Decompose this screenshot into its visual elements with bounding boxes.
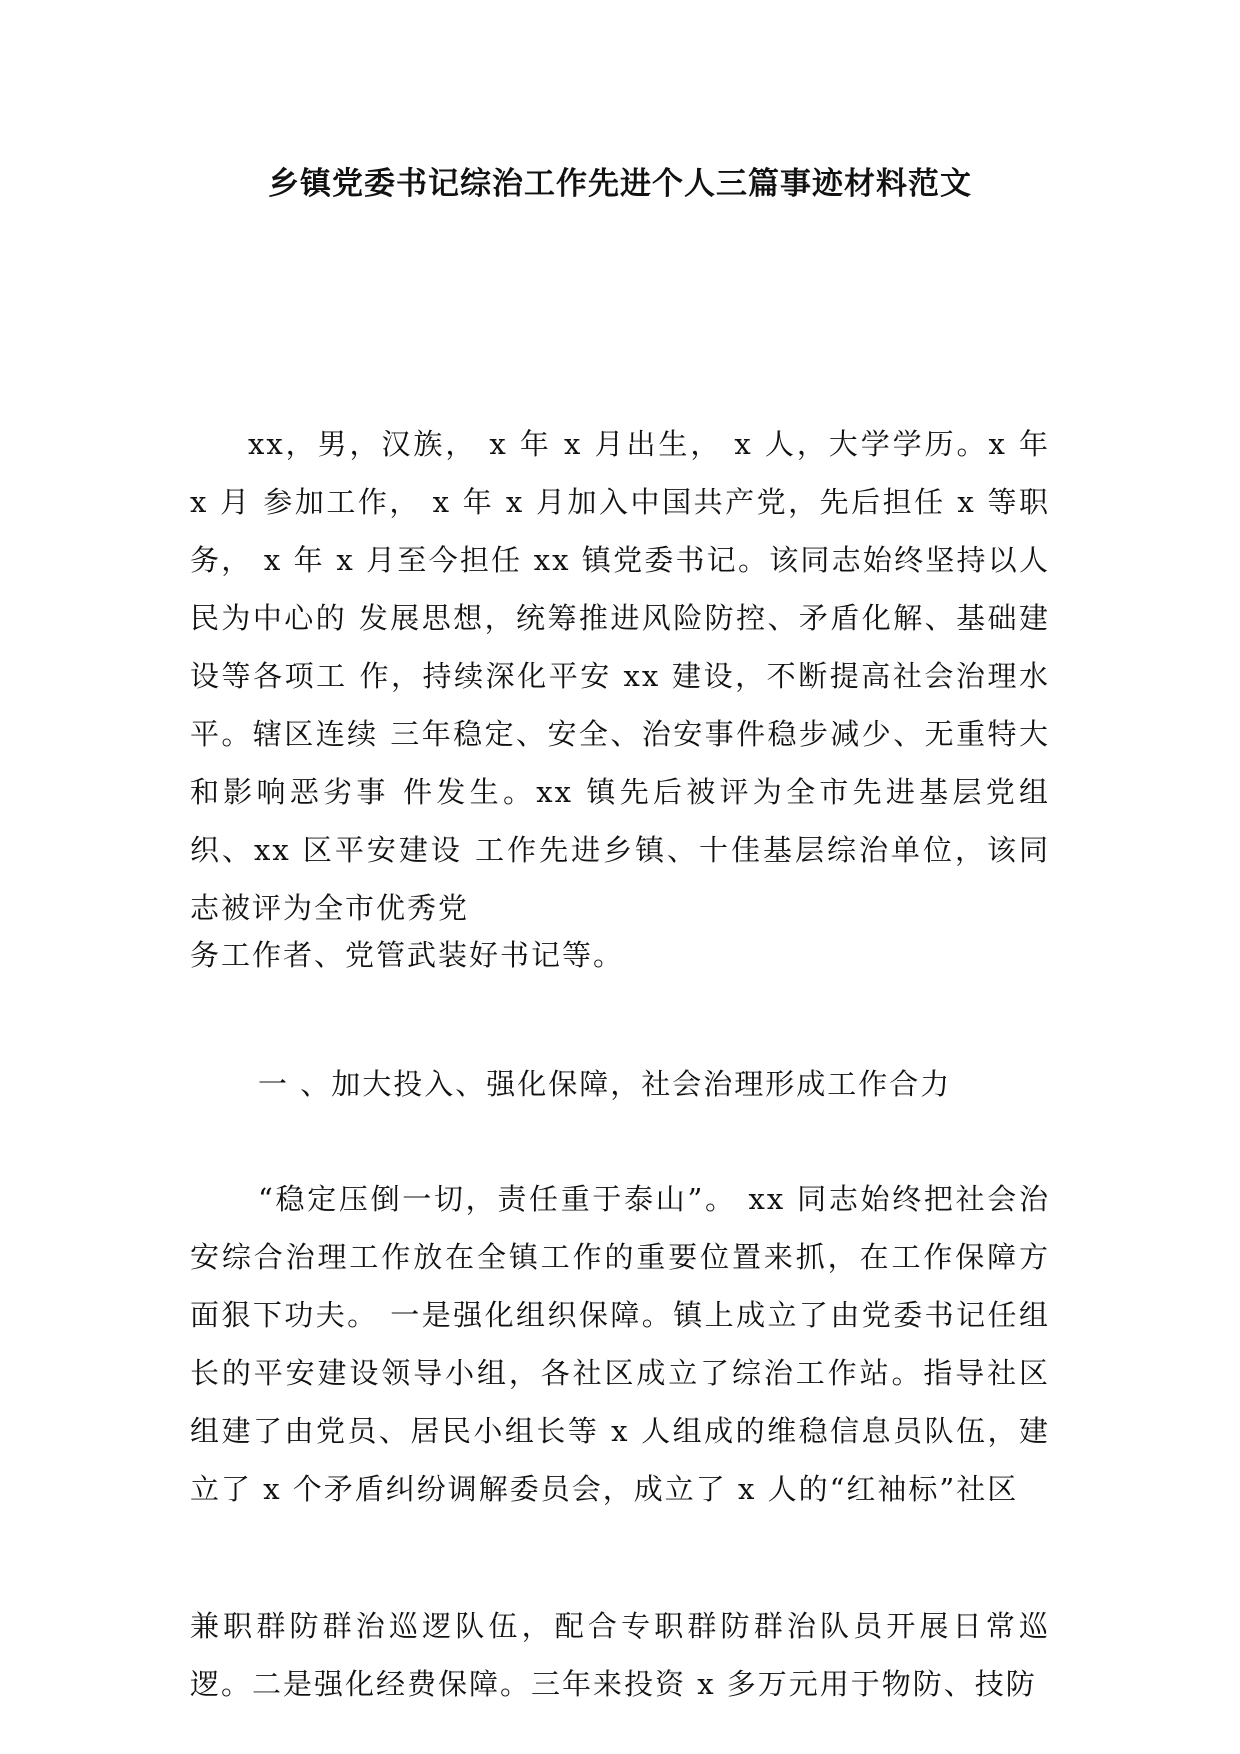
paragraph-section-1: “稳定压倒一切，责任重于泰山”。 xx 同志始终把社会治安综合治理工作放在全镇工作的重要位置来抓，在工作保障方面狠下功夫。 一是强化组织保障。镇上成立了由党委书记任组长的平安建设领导小组，各社区成立了综治工作站。指导社区组建了由党员、居民小组长等 x 人组成的维稳信息员队伍，建立了 x 个矛盾纠纷调解委员会，成立了 x 人的“红袖标”社区: [190, 1182, 1050, 1506]
paragraph-intro-continued: 务工作者、党管武装好书记等。: [190, 938, 625, 972]
paragraph-section-1-continued: 兼职群防群治巡逻队伍，配合专职群防群治队员开展日常巡逻。二是强化经费保障。三年来投资 x 多万元用于物防、技防: [190, 1609, 1050, 1701]
section-heading-1: 一 、加大投入、强化保障，社会治理形成工作合力: [258, 1067, 952, 1101]
document-title: 乡镇党委书记综治工作先进个人三篇事迹材料范文: [268, 166, 972, 202]
paragraph-intro: xx，男，汉族， x 年 x 月出生， x 人，大学学历。x 年 x 月 参加工作， x 年 x 月加入中国共产党，先后担任 x 等职务， x 年 x 月至今担任 xx 镇党委书记。该同志始终坚持以人民为中心的 发展思想，统筹推进风险防控、矛盾化解、基础建设等各项工 作，持续深化平安 xx 建设，不断提高社会治理水平。辖区连续 三年稳定、安全、治安事件稳步减少、无重特大和影响恶劣事 件发生。xx 镇先后被评为全市先进基层党组织、xx 区平安建设 工作先进乡镇、十佳基层综治单位，该同志被评为全市优秀党: [190, 427, 1050, 925]
